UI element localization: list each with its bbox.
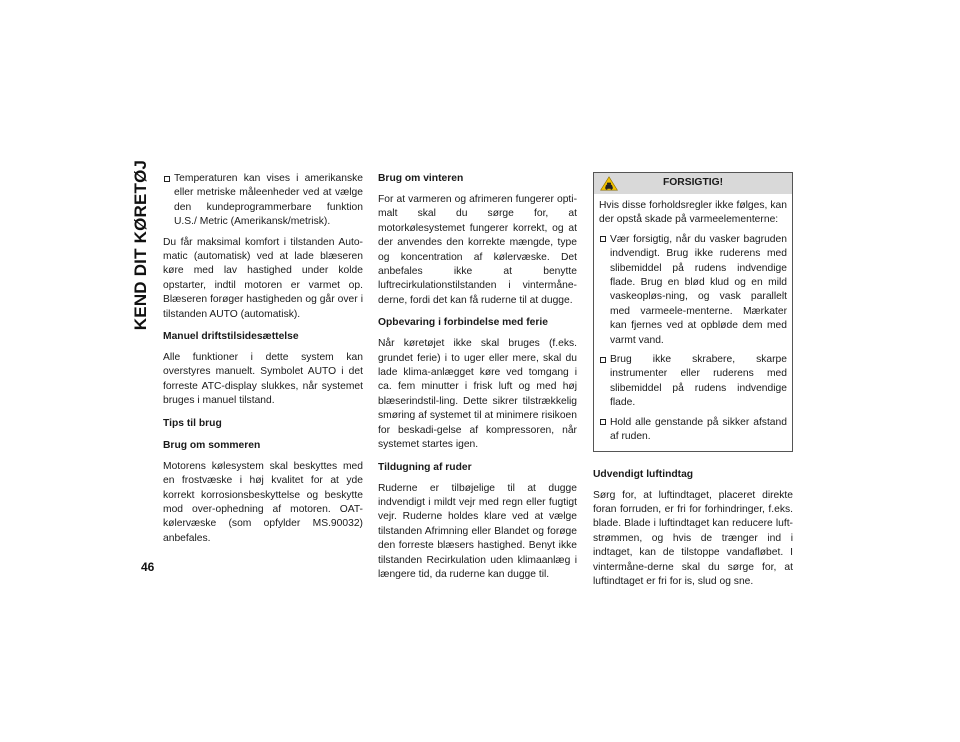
caution-title: FORSIGTIG! (662, 177, 724, 189)
caution-intro: Hvis disse forholdsregler ikke følges, kan der opstå skade på varmeelementerne: (599, 200, 787, 226)
heading-exterior-air-intake: Udvendigt luftindtag (593, 468, 694, 480)
section-title: KEND DIT KØRETØJ (131, 159, 151, 331)
caution-box (593, 172, 793, 452)
checkbox-bullet-icon (600, 419, 606, 425)
heading-window-fogging: Tildugning af ruder (378, 461, 472, 473)
paragraph: For at varmeren og afrimeren fungerer opti-malt skal du sørge for, at motorkølesystemet fungerer korrekt, og at der anvendes den korrekte mængde, type og koncentration af kølervæske. Det anbefales ikke at benytte luftrecirkulationstilstanden i vintermåne-derne, fordi det kan få ruderne til at dugge. (378, 194, 577, 306)
bullet-item (163, 172, 363, 230)
page-number: 46 (141, 560, 155, 574)
caution-bullet (599, 416, 787, 445)
warning-car-icon (600, 176, 618, 191)
column-1 (163, 172, 363, 553)
column-3 (593, 172, 793, 596)
checkbox-bullet-icon (164, 176, 170, 182)
paragraph: Motorens kølesystem skal beskyttes med en frostvæske i høj kvalitet for at yde korrekt korrosionsbeskyttelse og beskytte mod over-ophedning af motoren. OAT-kølervæske (som opfylder MS.90032) anbefales. (163, 460, 363, 544)
caution-header (594, 173, 792, 194)
caution-body (594, 194, 792, 451)
checkbox-bullet-icon (600, 236, 606, 242)
heading-storage: Opbevaring i forbindelse med ferie (378, 317, 548, 329)
paragraph: Når køretøjet ikke skal bruges (f.eks. grundet ferie) i to uger eller mere, skal du lade klima-anlægget køre ved tomgang i ca. fem minutter i frisk luft og med høj blæserindstil-ling. Dette sikrer tilstrækkelig smøring af systemet til at minimere risikoen for beskadi-gelse af kompressoren, når systemet startes igen. (378, 338, 577, 451)
paragraph: Ruderne er tilbøjelige til at dugge indvendigt i mildt vejr med regn eller fugtigt vejr. Ruderne holdes klare ved at vælge tilstanden Afrimning eller Blandet og forøge den forreste blæsers hastighed. Benyt ikke tilstanden Recirkulation uden klimaanlæg i længere tid, da ruderne kan dugge til. (378, 482, 577, 580)
section-side-tab (128, 159, 154, 331)
column-2 (378, 172, 577, 589)
paragraph: Sørg for, at luftindtaget, placeret direkte foran forruden, er fri for forhindringer, f.eks. blade. Blade i luftindtaget kan reducere luft-strømmen, og hvis de trænger ind i indtaget, kan de tilstoppe vandafløbet. I vintermåne-derne skal du sørge for, at luftindtaget er fri for is, slud og sne. (593, 489, 793, 587)
bullet-text: Vær forsigtig, når du vasker bagruden indvendigt. Brug ikke ruderens med slibemiddel på rudens indvendige flade. Brug en blød klud og en mild vaskeopløs-ning, og vask parallelt med varmeele-menterne. Mærkater kan fjernes ved at opbløde dem med varmt vand. (610, 233, 787, 346)
bullet-text: Hold alle genstande på sikker afstand af ruden. (610, 416, 787, 443)
paragraph: Alle funktioner i dette system kan overstyres manuelt. Symbolet AUTO i det forreste ATC-display slukkes, når systemet bruges i manuel tilstand. (163, 352, 363, 407)
heading-summer: Brug om sommeren (163, 439, 261, 451)
bullet-text: Temperaturen kan vises i amerikanske eller metriske måleenheder ved at vælge den kundeprogrammerbare funktion U.S./ Metric (Amerikansk/metrisk). (174, 173, 363, 228)
paragraph: Du får maksimal komfort i tilstanden Auto-matic (automatisk) ved at lade blæseren køre med lav hastighed under kolde opstarter, indtil motoren er varmet op. Blæseren forøger hastigheden og går over i tilstanden AUTO (automatisk). (163, 236, 363, 320)
caution-bullet (599, 353, 787, 411)
caution-bullet (599, 233, 787, 348)
heading-tips: Tips til brug (163, 417, 222, 429)
checkbox-bullet-icon (600, 357, 606, 363)
heading-winter: Brug om vinteren (378, 173, 464, 184)
bullet-text: Brug ikke skrabere, skarpe instrumenter eller ruderens med slibemiddel på rudens indvendige flade. (610, 354, 787, 409)
heading-manual-override: Manuel driftstilsidesættelse (163, 331, 299, 343)
